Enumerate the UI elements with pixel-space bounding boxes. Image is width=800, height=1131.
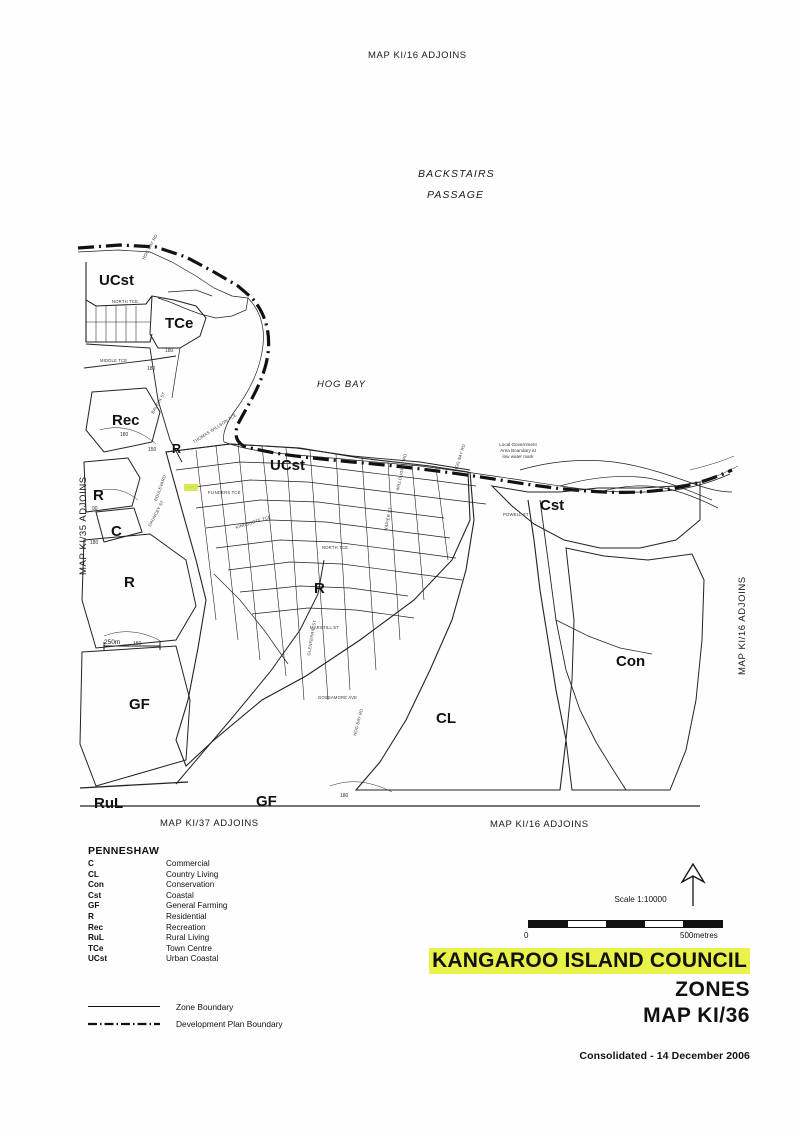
street-label: POWELL ST: [503, 512, 529, 517]
contour-label: 150: [148, 447, 157, 453]
street-label: MIDDLE TCE: [100, 358, 128, 363]
dp-boundary-swatch: [88, 1019, 160, 1029]
map-scale-250m: 250m: [104, 639, 121, 646]
zone-boundary-swatch: [88, 1002, 160, 1012]
map-number: MAP KI/36: [643, 1004, 750, 1027]
contour-label: 180: [165, 348, 174, 354]
contour-label: 180: [340, 793, 349, 799]
map-series-title: ZONES: [675, 978, 750, 1001]
legend-code: R: [88, 911, 94, 921]
street-label: WILLOUGHBY RD: [395, 453, 408, 492]
legend-description: Residential: [166, 911, 207, 921]
legend-description: Country Living: [166, 869, 219, 879]
legend-row: [88, 933, 227, 944]
consolidated-date: Consolidated - 14 December 2006: [579, 1050, 750, 1062]
street-label: THOMAS WILLSON TCE: [192, 412, 238, 445]
street-label: KINGSCOTE TCE: [235, 514, 272, 530]
legend-title: PENNESHAW: [88, 845, 160, 857]
legend-table: [88, 859, 227, 965]
zone-label-r: R: [93, 487, 104, 504]
legend-code: TCe: [88, 943, 104, 953]
scale-bar: [528, 920, 723, 928]
legend-description: Commercial: [166, 859, 210, 868]
council-name: KANGAROO ISLAND COUNCIL: [429, 948, 750, 974]
street-label: BAUDIN ST: [150, 391, 167, 415]
zone-label-gf: GF: [256, 793, 277, 810]
zone-label-r: R: [314, 580, 325, 597]
legend-description: Coastal: [166, 890, 194, 900]
legend-description: Recreation: [166, 922, 206, 932]
street-label: GOSSAMORE AVE: [318, 695, 358, 700]
legend-row: [88, 944, 227, 955]
legend-code: Con: [88, 880, 104, 890]
adjoins-label-bottom-right: MAP KI/16 ADJOINS: [490, 819, 589, 830]
legend-code: UCst: [88, 954, 108, 964]
water-label-passage: PASSAGE: [427, 189, 485, 201]
legend-row: [88, 912, 227, 923]
contour-label: 90: [92, 506, 98, 512]
street-label: NORTH TCE: [112, 299, 139, 304]
legend-code: RuL: [88, 933, 104, 943]
scale-title: Scale 1:10000: [614, 895, 667, 904]
legend-code: CL: [88, 869, 99, 879]
street-label: HOG BAY RD: [141, 233, 159, 261]
scale-label-right: 500metres: [680, 931, 718, 940]
contour-label: 180: [147, 366, 156, 372]
legend-row: [88, 880, 227, 891]
title-block: [330, 948, 750, 1062]
legend-code: C: [88, 859, 94, 868]
legend-description: Town Centre: [166, 943, 212, 953]
zone-boundary-label: Zone Boundary: [176, 1001, 234, 1012]
contour-label: 180: [90, 540, 99, 546]
legend-row: [88, 954, 227, 965]
zone-label-tce: TCe: [165, 315, 194, 332]
water-label-backstairs: BACKSTAIRS: [418, 168, 495, 180]
adjoins-label-right: MAP KI/16 ADJOINS: [737, 576, 748, 675]
legend-row: [88, 891, 227, 902]
zone-label-rul: RuL: [94, 795, 124, 812]
street-label: NAPIER ST: [383, 506, 393, 532]
scale-label-left: 0: [524, 931, 529, 940]
legend-code: GF: [88, 901, 100, 911]
zone-label-r: R: [124, 574, 135, 591]
street-label: FLINDERS TCE: [208, 490, 241, 495]
adjoins-label-left: MAP KI/35 ADJOINS: [78, 476, 89, 575]
zone-label-ucst: UCst: [270, 457, 306, 474]
legend-description: General Farming: [166, 901, 228, 911]
legend: [88, 845, 388, 965]
street-label: NORTH TCE: [322, 545, 349, 550]
zone-label-rec: Rec: [112, 412, 140, 429]
street-label: MARSTILL ST: [310, 625, 340, 630]
zone-label-ucst: UCst: [99, 272, 135, 289]
adjoins-label-top: MAP KI/16 ADJOINS: [368, 50, 467, 61]
contour-label: 150: [133, 641, 142, 647]
legend-row: [88, 859, 227, 870]
zone-label-r: R: [172, 442, 182, 456]
legend-row: [88, 923, 227, 934]
legend-code: Rec: [88, 922, 104, 932]
legend-row: [88, 901, 227, 912]
street-label: BOULEVARD: [153, 474, 168, 502]
legend-description: Urban Coastal: [166, 954, 219, 964]
scale-bar-block: [520, 895, 750, 940]
legend-row: [88, 870, 227, 881]
zone-label-gf: GF: [129, 696, 150, 713]
legend-description: Conservation: [166, 880, 215, 890]
contour-label: 180: [120, 432, 129, 438]
lga-boundary-note: Local Government Area Boundary at low water mark: [499, 442, 537, 460]
zone-label-cl: CL: [436, 710, 456, 727]
street-label: GLENFERRIE ST: [306, 619, 318, 656]
adjoins-label-bottom-left: MAP KI/37 ADJOINS: [160, 818, 259, 829]
zone-label-con: Con: [616, 653, 646, 670]
zone-label-c: C: [111, 523, 122, 540]
street-label: DAUNCEY ST: [147, 499, 165, 528]
dp-boundary-label: Development Plan Boundary: [176, 1018, 283, 1029]
zone-label-cst: Cst: [540, 497, 565, 514]
street-label: HOG BAY RD: [352, 708, 365, 737]
legend-description: Rural Living: [166, 933, 210, 943]
street-label: HOG BAY RD: [453, 443, 467, 472]
legend-code: Cst: [88, 890, 102, 900]
water-label-hog-bay: HOG BAY: [317, 379, 366, 390]
